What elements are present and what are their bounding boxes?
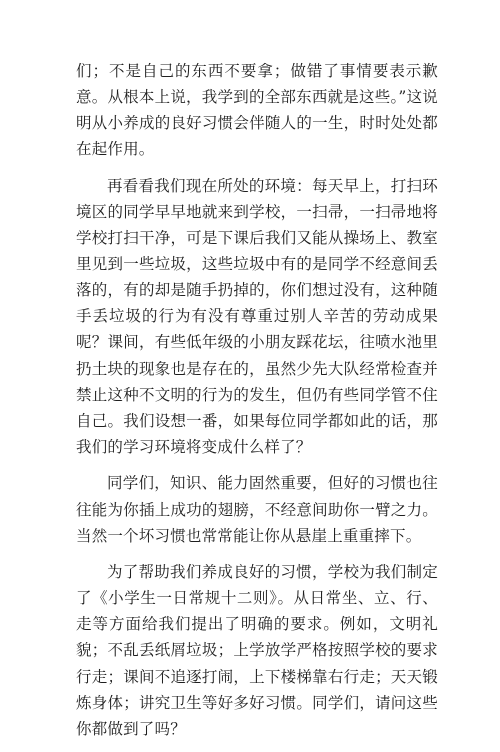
paragraph-school-rules: 为了帮助我们养成良好的习惯，学校为我们制定了《小学生一日常规十二则》。从日常坐、立、行、走等方面给我们提出了明确的要求。例如，文明礼貌；不乱丢纸屑垃圾；上学放学严格按照学校的要求行走；课间不追逐打闹，上下楼梯靠右行走；天天锻炼身体；讲究卫生等好多好习惯。同学们，请问这些你都做到了吗？ bbox=[76, 563, 438, 738]
paragraph-continuation: 们；不是自己的东西不要拿；做错了事情要表示歉意。从根本上说，我学到的全部东西就是这些。”这说明从小养成的良好习惯会伴随人的一生，时时处处都在起作用。 bbox=[76, 62, 438, 159]
document-body bbox=[76, 58, 438, 752]
paragraph-environment: 再看看我们现在所处的环境：每天早上，打扫环境区的同学早早地就来到学校，一扫帚，一扫帚地将学校打扫干净，可是下课后我们又能从操场上、教室里见到一些垃圾，这些垃圾中有的是同学不经意间丢落的，有的却是随手扔掉的，你们想过没有，这种随手丢垃圾的行为有没有尊重过别人辛苦的劳动成果呢？课间，有些低年级的小朋友踩花坛，往喷水池里扔土块的现象也是存在的，虽然少先大队经常检查并禁止这种不文明的行为的发生，但仍有些同学管不住自己。我们设想一番，如果每位同学都如此的话，那我们的学习环境将变成什么样了？ bbox=[76, 176, 438, 456]
paragraph-habits-importance: 同学们，知识、能力固然重要，但好的习惯也往往能为你插上成功的翅膀，不经意间助你一臂之力。当然一个坏习惯也常常能让你从悬崖上重重摔下。 bbox=[76, 474, 438, 545]
